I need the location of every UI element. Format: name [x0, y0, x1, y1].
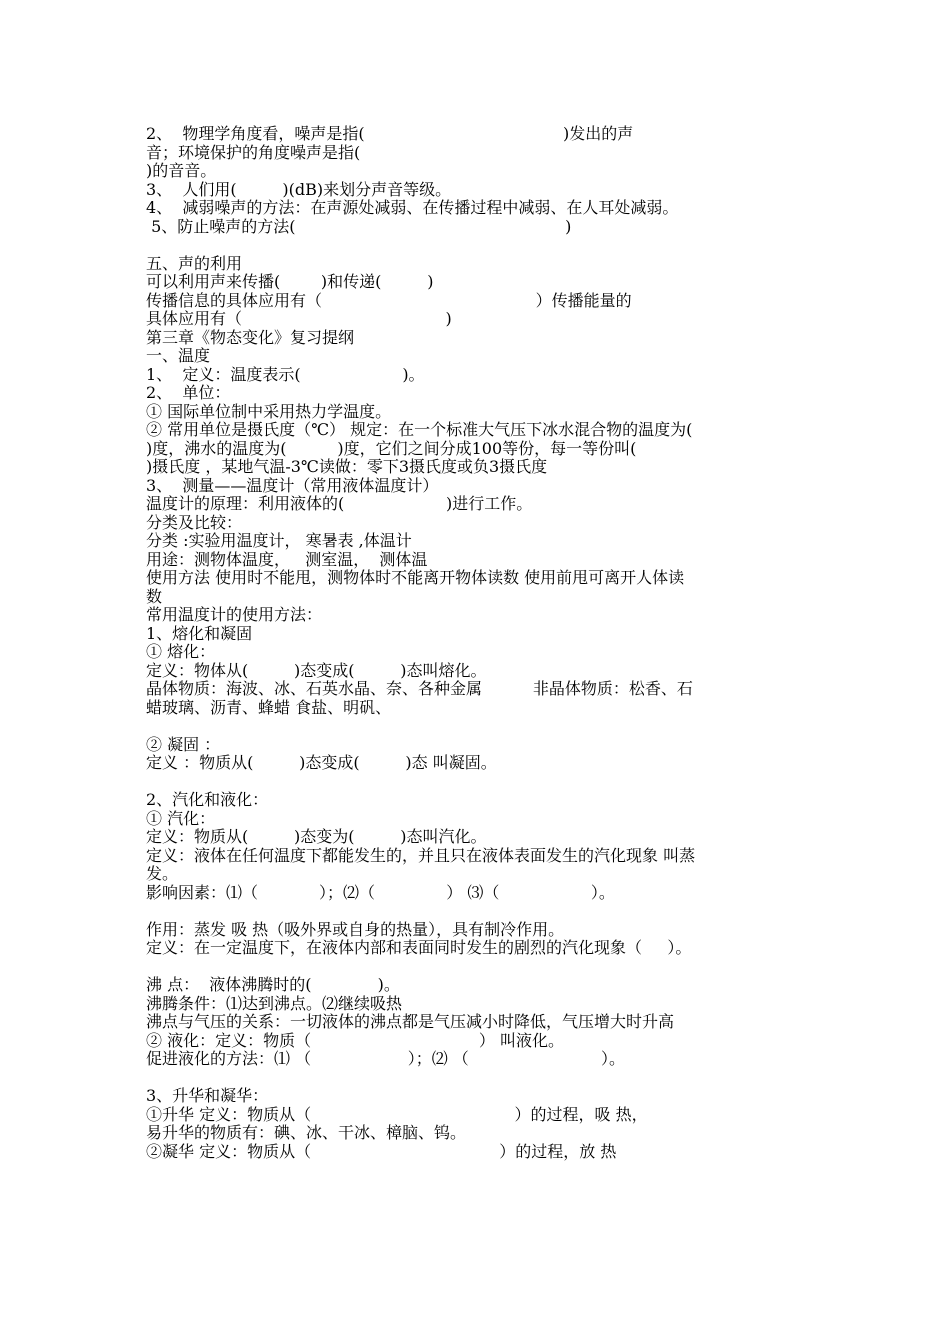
blank-line — [146, 902, 808, 921]
text-line: )摄氏度 ，某地气温-3℃读做：零下3摄氏度或负3摄氏度 — [146, 457, 548, 476]
text-line: ② 凝固 ： — [146, 734, 221, 754]
text-line: 2、汽化和液化： — [146, 790, 269, 809]
text-line: 2、 物理学角度看，噪声是指( )发出的声 — [146, 124, 634, 143]
text-line: 温度计的原理：利用液体的( )进行工作。 — [146, 494, 533, 513]
text-line: 音；环境保护的角度噪声是指( — [146, 142, 361, 162]
text-line: ① 熔化： — [146, 642, 216, 661]
text-line: 具体应用有（ ) — [146, 309, 452, 328]
blank-line — [146, 773, 808, 792]
text-line: 1、熔化和凝固 — [146, 623, 253, 643]
blank-line — [146, 1069, 808, 1088]
text-line: 3、 测量——温度计（常用液体温度计） — [146, 475, 439, 495]
text-line: 沸点与气压的关系：一切液体的沸点都是气压减小时降低，气压增大时升高 — [146, 1012, 675, 1031]
text-line: 沸腾条件：⑴达到沸点。⑵继续吸热 — [146, 993, 403, 1013]
text-line: 2、 单位： — [146, 383, 231, 402]
text-line: 3、 人们用( )(dB)来划分声音等级。 — [146, 179, 452, 199]
text-line: )度，沸水的温度为( )度，它们之间分成100等份，每一等份叫( — [146, 438, 637, 458]
text-line: 五、声的利用 — [146, 253, 243, 273]
text-line: 3、升华和凝华： — [146, 1086, 269, 1105]
document-page — [146, 125, 808, 1161]
text-line: ② 液化：定义：物质（ ） 叫液化。 — [146, 1030, 565, 1050]
text-line: 定义 ：物质从( )态变成( )态 叫凝固。 — [146, 753, 497, 772]
blank-line — [146, 717, 808, 736]
text-line: ① 汽化： — [146, 808, 216, 828]
text-line: 定义：物体从( )态变成( )态叫熔化。 — [146, 660, 487, 680]
text-line: 第三章《物态变化》复习提纲 — [146, 327, 355, 347]
text-line: ①升华 定义：物质从（ ）的过程，吸 热， — [146, 1104, 648, 1124]
text-line: 5、防止噪声的方法( ) — [146, 216, 572, 236]
text-line: 1、 定义：温度表示( )。 — [146, 364, 425, 384]
blank-line — [146, 958, 808, 977]
text-line: 4、 减弱噪声的方法：在声源处减弱、在传播过程中减弱、在人耳处减弱。 — [146, 198, 679, 217]
text-line: 易升华的物质有：碘、冰、干冰、樟脑、钨。 — [146, 1123, 467, 1142]
text-line: 沸 点： 液体沸腾时的( )。 — [146, 975, 400, 994]
text-line: 蜡玻璃、沥青、蜂蜡 食盐、明矾、 — [146, 697, 392, 717]
text-line: 晶体物质：海波、冰、石英水晶、奈、各种金属 非晶体物质：松香、石 — [146, 679, 693, 698]
text-line: 定义：物质从( )态变为( )态叫汽化。 — [146, 827, 487, 846]
text-line: ②凝华 定义：物质从（ ）的过程，放 热 — [146, 1141, 617, 1161]
text-line: 使用方法 使用时不能甩，测物体时不能离开物体读数 使用前甩可离开人体读 — [146, 568, 685, 587]
text-line: 用途：测物体温度， 测室温， 测体温 — [146, 549, 428, 569]
text-line: 常用温度计的使用方法： — [146, 605, 323, 624]
text-line: 促进液化的方法：⑴ （ ）；⑵ （ ）。 — [146, 1049, 626, 1068]
text-line: 传播信息的具体应用有（ ）传播能量的 — [146, 290, 632, 310]
text-line: 分类及比较： — [146, 512, 243, 532]
text-line: 作用：蒸发 吸 热（吸外界或自身的热量），具有制冷作用。 — [146, 919, 565, 939]
text-line: 定义：液体在任何温度下都能发生的，并且只在液体表面发生的汽化现象 叫蒸 — [146, 845, 696, 865]
text-line: 定义：在一定温度下，在液体内部和表面同时发生的剧烈的汽化现象（ ）。 — [146, 938, 692, 957]
text-line: 影响因素：⑴（ ）；⑵（ ） ⑶（ ）。 — [146, 882, 615, 902]
blank-line — [146, 236, 808, 255]
text-line: 数 — [146, 586, 163, 606]
text-line: 发。 — [146, 864, 179, 883]
text-line: 分类 :实验用温度计， 寒暑表 ,体温计 — [146, 531, 412, 550]
text-line: 一、温度 — [146, 346, 211, 365]
text-line: )的音音。 — [146, 161, 217, 180]
text-line: 可以利用声来传播( )和传递( ) — [146, 272, 434, 291]
text-line: ① 国际单位制中采用热力学温度。 — [146, 401, 392, 421]
text-line: ② 常用单位是摄氏度（℃） 规定：在一个标准大气压下冰水混合物的温度为( — [146, 420, 693, 439]
